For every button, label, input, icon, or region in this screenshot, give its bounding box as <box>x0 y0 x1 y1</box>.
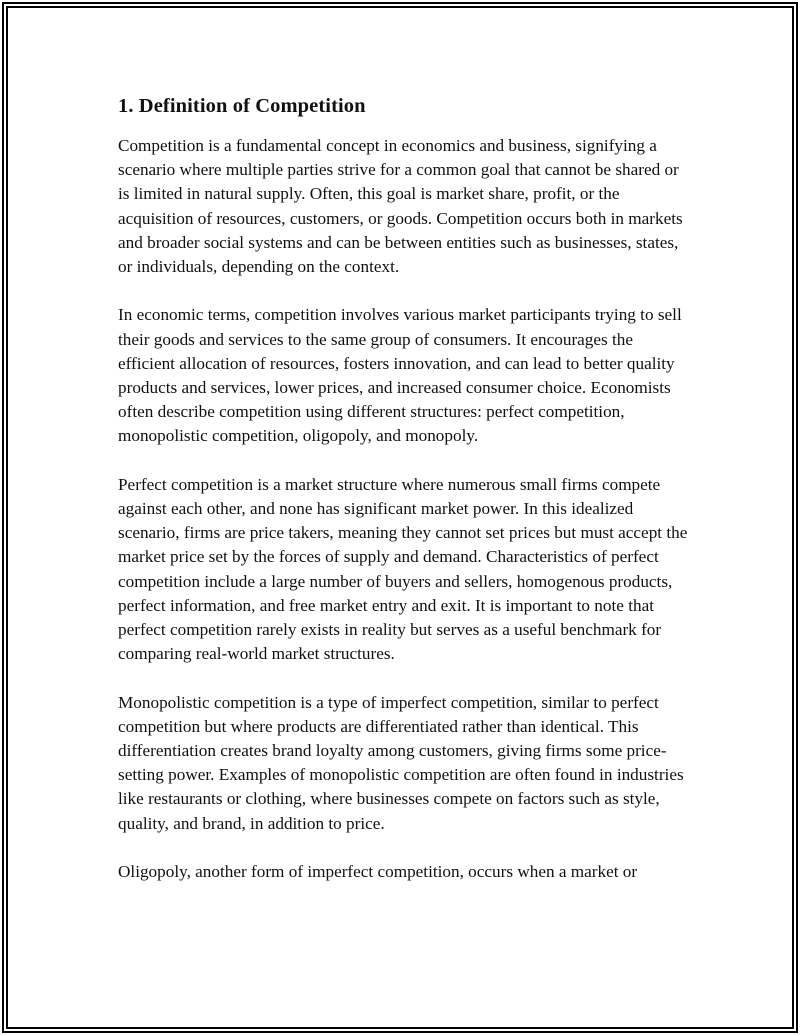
paragraph-2: In economic terms, competition involves various market participants trying to sell their goods and services to the same group of consumers. It encourages the efficient allocation of resources, fosters innovation, and can lead to better quality products and services, lower prices, and increased consumer choice. Economists often describe competition using different structures: perfect competition, monopolistic competition, oligopoly, and monopoly. <box>118 305 682 446</box>
paragraph-5: Oligopoly, another form of imperfect competition, occurs when a market or <box>118 862 638 882</box>
paragraph-4: Monopolistic competition is a type of imperfect competition, similar to perfect competition but where products are differentiated rather than identical. This differentiation creates brand loyalty among customers, giving firms some price-setting power. Examples of monopolistic competition are often found in industries like restaurants or clothing, where businesses compete on factors such as style, quality, and brand, in addition to price. <box>118 692 684 833</box>
paragraph-1: Competition is a fundamental concept in economics and business, signifying a scenario where multiple parties strive for a common goal that cannot be shared or is limited in natural supply. Often, this goal is market share, profit, or the acquisition of resources, customers, or goods. Competition occurs both in markets and broader social systems and can be between entities such as businesses, states, or individuals, depending on the context. <box>118 136 683 277</box>
section-heading: 1. Definition of Competition <box>118 95 366 117</box>
document-body <box>118 92 688 908</box>
paragraph-3: Perfect competition is a market structure where numerous small firms compete against each other, and none has significant market power. In this idealized scenario, firms are price takers, meaning they cannot set prices but must accept the market price set by the forces of supply and demand. Characteristics of perfect competition include a large number of buyers and sellers, homogenous products, perfect information, and free market entry and exit. It is important to note that perfect competition rarely exists in reality but serves as a useful benchmark for comparing real-world market structures. <box>118 474 688 664</box>
